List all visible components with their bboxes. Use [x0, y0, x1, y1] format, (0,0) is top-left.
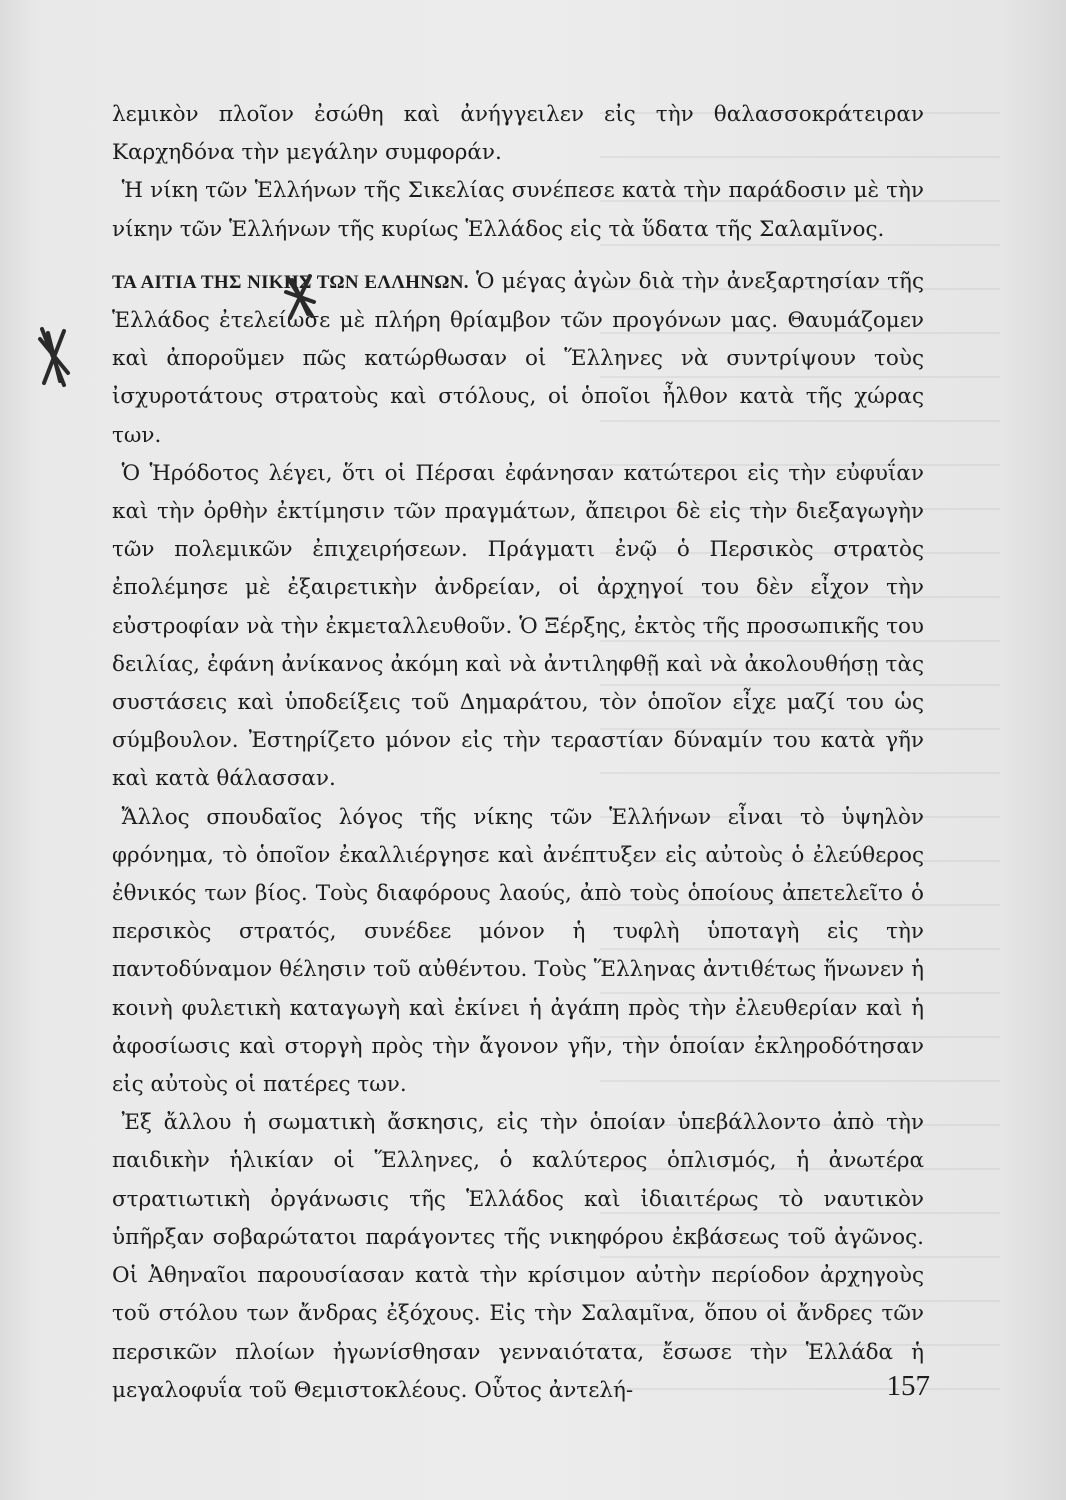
paragraph-spirit: Ἄλλος σπουδαῖος λόγος τῆς νίκης τῶν Ἑλλήνων εἶναι τὸ ὑψηλὸν φρόνημα, τὸ ὁποῖον ἐκαλλιέργησε καὶ ἀνέπτυξεν εἰς αὐτοὺς ὁ ἐλεύθερος ἐθνικός των βίος. Τοὺς διαφόρους λαούς, ἀπὸ τοὺς ὁποίους ἀπετελεῖτο ὁ περσικὸς στρατός, συνέδεε μόνον ἡ τυφλὴ ὑποταγὴ εἰς τὴν παντοδύναμον θέλησιν τοῦ αὐθέντου. Τοὺς Ἕλληνας ἀντιθέτως ἥνωνεν ἡ κοινὴ φυλετικὴ καταγωγὴ καὶ ἐκίνει ἡ ἀγάπη πρὸς τὴν ἐλευθερίαν καὶ ἡ ἀφοσίωσις καὶ στοργὴ πρὸς τὴν ἄγονον γῆν, τὴν ὁποίαν ἐκληροδότησαν εἰς αὐτοὺς οἱ πατέρες των.: [112, 804, 924, 1098]
section-heading: ΤΑ ΑΙΤΙΑ ΤΗΣ ΝΙΚΗΣ ΤΩΝ ΕΛΛΗΝΩΝ.: [112, 271, 469, 293]
paragraph-sicily-victory: Ἡ νίκη τῶν Ἑλλήνων τῆς Σικελίας συνέπεσε κατὰ τὴν παράδοσιν μὲ τὴν νίκην τῶν Ἑλλήνων τῆς κυρίως Ἑλλάδος εἰς τὰ ὕδατα τῆς Σαλαμῖνος.: [112, 178, 924, 242]
section-intro: Ὁ μέγας ἀγὼν διὰ τὴν ἀνεξαρτησίαν τῆς Ἑλλάδος ἐτελείωσε μὲ πλήρη θρίαμβον τῶν προγόνων μας. Θαυμάζομεν καὶ ἀποροῦμεν πῶς κατώρθωσαν οἱ Ἕλληνες νὰ συντρίψουν τοὺς ἰσχυροτάτους στρατοὺς καὶ στόλους, οἱ ὁποῖοι ἦλθον κατὰ τῆς χώρας των.: [112, 268, 924, 448]
paragraph-training: Ἐξ ἄλλου ἡ σωματικὴ ἄσκησις, εἰς τὴν ὁποίαν ὑπεβάλλοντο ἀπὸ τὴν παιδικὴν ἡλικίαν οἱ Ἕλληνες, ὁ καλύτερος ὁπλισμός, ἡ ἀνωτέρα στρατιωτικὴ ὀργάνωσις τῆς Ἑλλάδος καὶ ἰδιαιτέρως τὸ ναυτικὸν ὑπῆρξαν σοβαρώτατοι παράγοντες τῆς νικηφόρου ἐκβάσεως τοῦ ἀγῶνος. Οἱ Ἀθηναῖοι παρουσίασαν κατὰ τὴν κρίσιμον αὐτὴν περίοδον ἀρχηγοὺς τοῦ στόλου των ἄνδρας ἐξόχους. Εἰς τὴν Σαλαμῖνα, ὅπου οἱ ἄνδρες τῶν περσικῶν πλοίων ἠγωνίσθησαν γενναιότατα, ἔσωσε τὴν Ἑλλάδα ἡ μεγαλοφυΐα τοῦ Θεμιστοκλέους. Οὗτος ἀντελή-: [112, 1110, 924, 1403]
paragraph-continuation: λεμικὸν πλοῖον ἐσώθη καὶ ἀνήγγειλεν εἰς τὴν θαλασσοκράτειραν Καρχηδόνα τὴν μεγάλην συμφοράν.: [112, 102, 924, 166]
section-paragraph: [112, 263, 924, 455]
margin-pencil-mark-icon: [34, 325, 74, 390]
page-text: [112, 96, 924, 1410]
page-number: 157: [886, 1370, 930, 1402]
paragraph-herodotus: Ὁ Ἡρόδοτος λέγει, ὅτι οἱ Πέρσαι ἐφάνησαν κατώτεροι εἰς τὴν εὐφυΐαν καὶ τὴν ὀρθὴν ἐκτίμησιν τῶν πραγμάτων, ἄπειροι δὲ εἰς τὴν διεξαγωγὴν τῶν πολεμικῶν ἐπιχειρήσεων. Πράγματι ἐνῷ ὁ Περσικὸς στρατὸς ἐπολέμησε μὲ ἐξαιρετικὴν ἀνδρείαν, οἱ ἀρχηγοί του δὲν εἶχον τὴν εὐστροφίαν νὰ τὴν ἐκμεταλλευθοῦν. Ὁ Ξέρξης, ἐκτὸς τῆς προσωπικῆς του δειλίας, ἐφάνη ἀνίκανος ἀκόμη καὶ νὰ ἀντιληφθῇ καὶ νὰ ἀκολουθήσῃ τὰς συστάσεις καὶ ὑποδείξεις τοῦ Δημαράτου, τὸν ὁποῖον εἶχε μαζί του ὡς σύμβουλον. Ἐστηρίζετο μόνον εἰς τὴν τεραστίαν δύναμίν του κατὰ γῆν καὶ κατὰ θάλασσαν.: [112, 460, 924, 792]
